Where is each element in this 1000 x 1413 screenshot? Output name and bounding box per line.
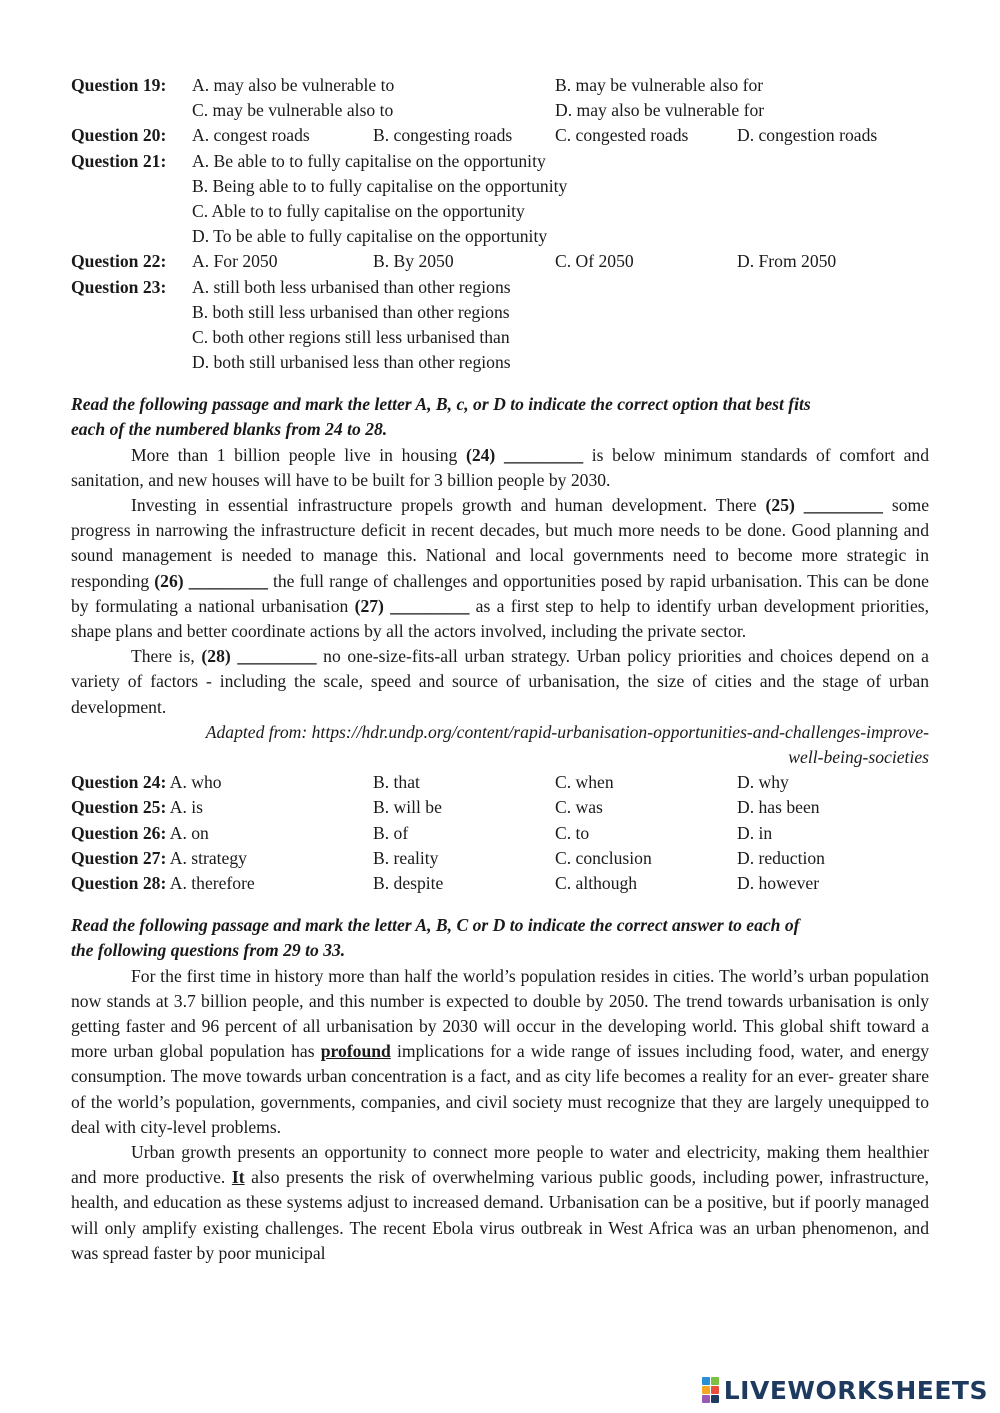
question-label: Question 25: [71, 797, 167, 818]
answer-option: C. both other regions still less urbanised than [192, 326, 510, 347]
answer-option: B. reality [373, 847, 439, 868]
logo-block [702, 1395, 710, 1403]
logo-block [711, 1395, 719, 1403]
logo-text: LIVEWORKSHEETS [723, 1375, 988, 1405]
question-row [71, 174, 929, 199]
instruction-line: the following questions from 29 to 33. [71, 940, 346, 961]
passage-text: For the first time in history more than half the world’s population resides in cities. The world’s urban population now stands at 3.7 billion people, and this number is expected to double by 2050. The trend towards urbanisation is only getting faster and 96 percent of all urbanisation by 2030 will occur in the developing world. This global shift toward a more urban global population has [71, 965, 929, 1062]
instruction-29-33 [71, 913, 929, 963]
answer-option: B. Being able to to fully capitalise on the opportunity [192, 175, 568, 196]
answer-option: B. of [373, 822, 409, 843]
answer-blank: _________ [503, 444, 584, 465]
answer-option: A. is [169, 797, 203, 818]
answer-option: B. congesting roads [373, 125, 513, 146]
question-with-option-a [71, 795, 203, 820]
passage-text: implications for a wide range of issues including food, water, and energy consumption. The move towards urban concentration is a fact, and as city life becomes a reality for an ever- greater share of the world’s population, governments, companies, and civil society must recognize that they are largely unequipped to deal with city-level problems. [71, 1041, 929, 1137]
answer-option: A. congest roads [192, 125, 310, 146]
answer-option: B. both still less urbanised than other regions [192, 301, 510, 322]
question-row [71, 821, 929, 846]
passage-text: the full range of challenges and opportunities posed by rapid urbanisation. This can be done by formulating a national urbanisation [71, 570, 929, 616]
answer-option: C. although [555, 873, 638, 894]
answer-option: A. may also be vulnerable to [192, 75, 395, 95]
question-label: Question 21: [71, 150, 167, 171]
question-row [71, 871, 929, 896]
passage-text [795, 495, 804, 515]
logo-block [702, 1377, 710, 1385]
source-citation [71, 720, 929, 770]
answer-option: C. when [555, 772, 614, 793]
question-with-option-a [71, 821, 209, 846]
logo-block [711, 1386, 719, 1394]
question-label: Question 23: [71, 276, 167, 297]
question-label: Question 22: [71, 251, 167, 272]
passage-text: There is, [131, 646, 202, 667]
answer-option: B. despite [373, 873, 444, 894]
question-label: Question 26: [71, 822, 167, 843]
answer-option: B. may be vulnerable also for [555, 75, 764, 95]
liveworksheets-logo-icon [702, 1377, 719, 1403]
question-with-option-a [71, 871, 255, 896]
answer-option: A. therefore [169, 873, 255, 894]
question-row [71, 123, 929, 148]
question-row [71, 73, 929, 98]
question-label: Question 20: [71, 125, 167, 146]
passage-paragraph [71, 1140, 929, 1266]
blank-number: (27) [354, 595, 384, 616]
answer-option: C. conclusion [555, 847, 652, 868]
answer-option: A. still both less urbanised than other regions [192, 276, 511, 297]
passage-text: some progress in narrowing the infrastructure deficit in recent decades, but much more needs to be done. Good planning and sound management is needed to manage this. National and local governments need to become more strategic in responding [71, 495, 930, 591]
blank-number: (25) [765, 495, 795, 516]
question-row [71, 846, 929, 871]
answer-option: D. From 2050 [737, 251, 837, 272]
passage-text: no one-size-fits-all urban strategy. Urban policy priorities and choices depend on a variety of factors - including the scale, speed and source of urbanisation, the size of cities and the stage of urban development. [71, 646, 929, 717]
passage-paragraph [71, 644, 929, 720]
passage-text [495, 445, 504, 465]
question-label: Question 28: [71, 873, 167, 894]
question-label: Question 19: [71, 75, 167, 95]
instruction-line: each of the numbered blanks from 24 to 28. [71, 419, 388, 440]
answer-option: C. Of 2050 [555, 251, 634, 272]
passage-text: Investing in essential infrastructure propels growth and human development. There [131, 495, 766, 516]
answer-option: B. By 2050 [373, 251, 454, 272]
answer-blank: _________ [188, 570, 268, 591]
passage-paragraph [71, 493, 929, 644]
answer-option: B. will be [373, 797, 442, 818]
instruction-line: Read the following passage and mark the letter A, B, C or D to indicate the correct answer to each of [71, 915, 800, 936]
blank-number: (26) [154, 570, 184, 591]
question-row [71, 770, 929, 795]
question-label: Question 27: [71, 847, 167, 868]
liveworksheets-logo [702, 1374, 988, 1406]
underlined-word: It [231, 1167, 245, 1188]
answer-option: B. that [373, 772, 420, 793]
worksheet-page [71, 73, 929, 1266]
question-row [71, 249, 929, 274]
answer-option: A. For 2050 [192, 251, 278, 272]
question-row [71, 300, 929, 325]
underlined-word: profound [320, 1041, 391, 1062]
question-label: Question 24: [71, 772, 167, 793]
answer-option: D. however [737, 873, 820, 894]
blank-number: (28) [201, 646, 231, 667]
passage-text: is below minimum standards of comfort and sanitation, and new houses will have to be built for 3 billion people by 2030. [71, 444, 929, 490]
logo-block [702, 1386, 710, 1394]
question-row [71, 325, 929, 350]
answer-option: D. has been [737, 797, 820, 818]
question-row [71, 350, 929, 375]
instruction-24-28 [71, 392, 929, 442]
answer-option: D. why [737, 772, 789, 793]
answer-option: C. to [555, 822, 590, 843]
answer-option: A. Be able to to fully capitalise on the opportunity [192, 150, 546, 171]
question-row [71, 224, 929, 249]
instruction-line: Read the following passage and mark the letter A, B, c, or D to indicate the correct option that best fits [71, 394, 811, 415]
passage-24-28 [71, 443, 929, 720]
answer-option: C. Able to to fully capitalise on the opportunity [192, 200, 525, 221]
passage-text: also presents the risk of overwhelming various public goods, including power, infrastructure, health, and education as these systems adjust to increased demand. Urbanisation can be a positive, but if poorly managed will only amplify existing challenges. The recent Ebola virus outbreak in West Africa was an urban phenomenon, and was spread faster by poor municipal [71, 1167, 929, 1263]
question-row [71, 795, 929, 820]
answer-option: D. both still urbanised less than other regions [192, 352, 511, 373]
question-row [71, 98, 929, 123]
blank-number: (24) [465, 444, 496, 465]
answer-option: D. To be able to fully capitalise on the opportunity [192, 226, 548, 247]
answer-option: C. congested roads [555, 125, 689, 146]
answer-option: A. who [169, 772, 222, 793]
passage-paragraph [71, 964, 929, 1140]
passage-paragraph [71, 443, 929, 493]
answer-option: D. congestion roads [737, 125, 878, 146]
answer-grid-24-28 [71, 770, 929, 896]
answer-option: C. was [555, 797, 603, 818]
question-with-option-a [71, 846, 247, 871]
passage-text: More than 1 billion people live in housing [131, 444, 466, 465]
answer-option: A. strategy [169, 847, 247, 868]
answer-option: D. may also be vulnerable for [555, 100, 765, 121]
answer-blank: _________ [237, 646, 317, 667]
source-line: well-being-societies [788, 747, 929, 768]
answer-option: D. in [737, 822, 773, 843]
passage-text: Urban growth presents an opportunity to connect more people to water and electricity, making them healthier and more productive. [71, 1142, 929, 1188]
passage-29-33 [71, 964, 929, 1266]
question-with-option-a [71, 770, 222, 795]
answer-blank: _________ [390, 595, 470, 616]
answer-option: C. may be vulnerable also to [192, 100, 394, 121]
source-line: Adapted from: https://hdr.undp.org/content/rapid-urbanisation-opportunities-and-challenges-improve- [205, 721, 929, 742]
question-row [71, 149, 929, 174]
multiple-choice-block-19-23 [71, 73, 929, 375]
question-row [71, 199, 929, 224]
answer-option: D. reduction [737, 847, 825, 868]
answer-option: A. on [169, 822, 209, 843]
logo-block [711, 1377, 719, 1385]
passage-text: as a first step to help to identify urban development priorities, shape plans and better coordinate actions by all the actors involved, including the private sector. [71, 595, 929, 642]
question-row [71, 275, 929, 300]
answer-blank: _________ [803, 495, 883, 516]
